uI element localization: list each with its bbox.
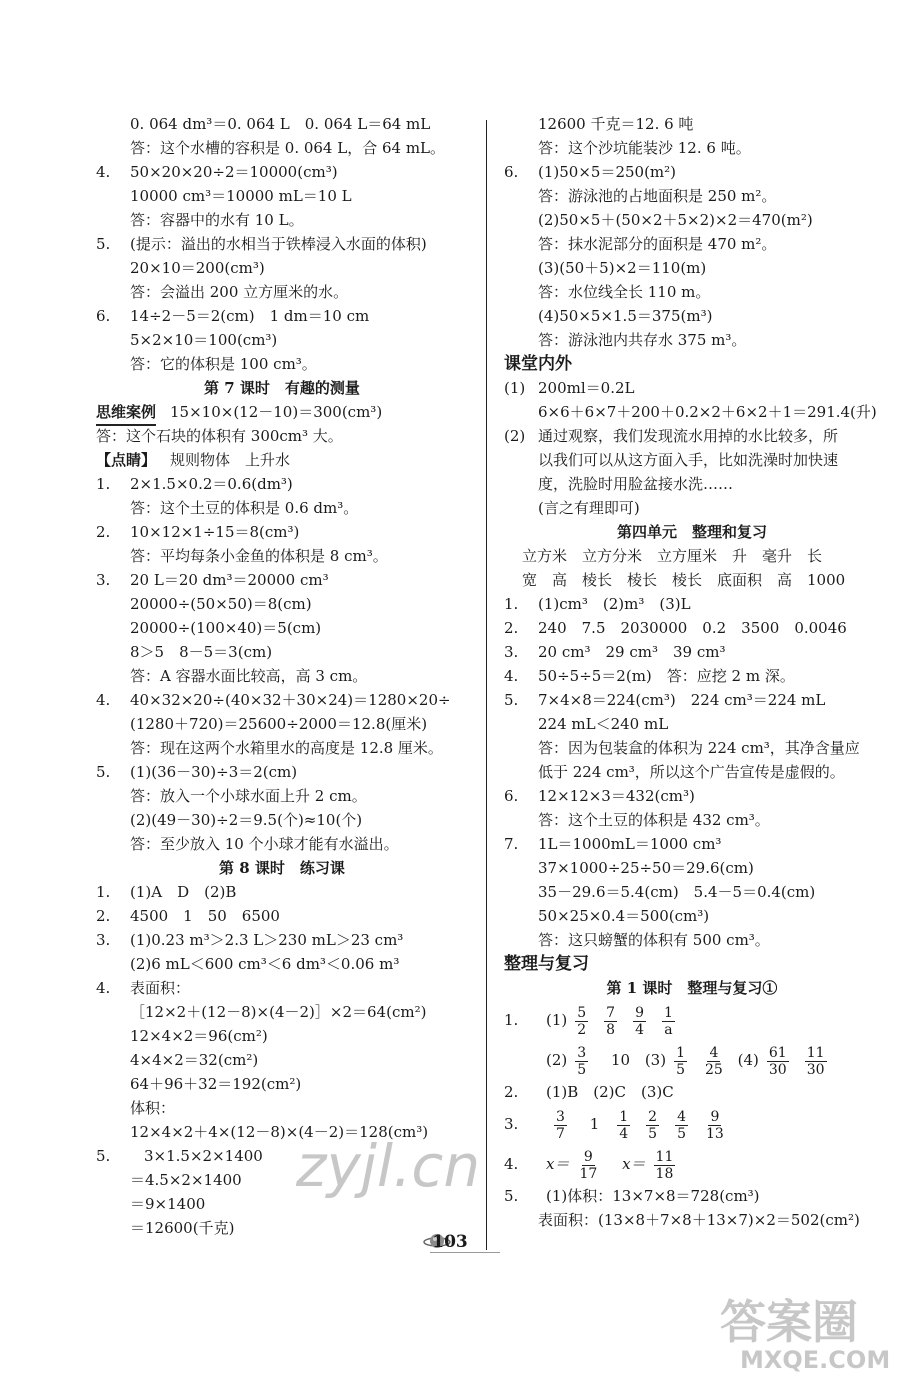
answer-text: 表面积：(13×8＋7×8＋13×7)×2＝502(cm²)	[538, 1211, 860, 1229]
text-line	[96, 424, 468, 448]
denominator: 30	[806, 1061, 825, 1078]
answer-text: 答：它的体积是 100 cm³。	[130, 355, 317, 373]
question-number: 5.	[96, 1147, 111, 1165]
numerator: 61	[768, 1044, 787, 1061]
column-divider	[486, 120, 487, 1250]
review-q1-row1	[504, 1000, 880, 1040]
answer-text: 20×10＝200(cm³)	[130, 259, 265, 277]
part-label: (3)	[644, 1051, 667, 1069]
answer-text: 7×4×8＝224(cm³) 224 cm³＝224 mL	[538, 691, 826, 709]
answer-text: 答：游泳池的占地面积是 250 m²。	[538, 187, 777, 205]
text-line	[96, 520, 468, 544]
answer-text: 答：容器中的水有 10 L。	[130, 211, 304, 229]
text-line	[96, 928, 468, 952]
numerator: 9	[583, 1148, 593, 1165]
answer-text: 4500 1 50 6500	[130, 907, 280, 925]
section-heading: 课堂内外	[504, 354, 572, 374]
numerator: 9	[635, 1004, 645, 1021]
text-line	[96, 1096, 468, 1120]
answer-text: 答：至少放入 10 个小球才能有水溢出。	[130, 835, 399, 853]
section-heading: 整理与复习	[504, 954, 589, 974]
text-line	[504, 232, 880, 256]
answer-text: 200ml＝0.2L	[538, 379, 635, 397]
text-line	[96, 1000, 468, 1024]
answer-text: 6×6＋6×7＋200＋0.2×2＋6×2＋1＝291.4(升)	[538, 403, 877, 421]
text-line	[96, 1024, 468, 1048]
answer-text: 20000÷(50×50)＝8(cm)	[130, 595, 312, 613]
text-line	[504, 664, 880, 688]
answer-text: 14÷2－5＝2(cm) 1 dm＝10 cm	[130, 307, 370, 325]
answer-text: (1)A D (2)B	[130, 883, 237, 901]
answer-text: ＝4.5×2×1400	[130, 1171, 242, 1189]
answer-text: (1)(36－30)÷3＝2(cm)	[130, 763, 298, 781]
watermark-center: zyjl.cn	[296, 1132, 481, 1200]
text-line	[504, 736, 880, 760]
answer-text: 答：放入一个小球水面上升 2 cm。	[130, 787, 367, 805]
numerator: 1	[664, 1004, 673, 1021]
text-line	[96, 616, 468, 640]
review-q3	[504, 1104, 880, 1144]
part-label: (2)	[546, 1051, 568, 1069]
answer-text: 1L＝1000mL＝1000 cm³	[538, 835, 722, 853]
answer-text: 3×1.5×2×1400	[144, 1147, 263, 1165]
text-line	[96, 976, 468, 1000]
answer-text: 4×4×2＝32(cm²)	[130, 1051, 259, 1069]
fraction	[575, 1005, 588, 1038]
answer-text: (2)50×5＋(50×2＋5×2)×2＝470(m²)	[538, 211, 813, 229]
answer-text: 12×4×2＝96(cm²)	[130, 1027, 268, 1045]
part-label: (1)	[546, 1011, 568, 1029]
text-line	[96, 904, 468, 928]
review-q5-line2	[504, 1208, 880, 1232]
numerator: 4	[709, 1044, 719, 1061]
question-number: 2.	[96, 523, 111, 541]
text-line	[504, 472, 880, 496]
answer-text: 12×12×3＝432(cm³)	[538, 787, 695, 805]
answer-text: 答：这个土豆的体积是 0.6 dm³。	[130, 499, 359, 517]
question-number: 4.	[96, 691, 111, 709]
denominator: a	[664, 1021, 673, 1038]
text-line	[504, 304, 880, 328]
text-line	[96, 208, 468, 232]
answer-text: 50÷5÷5＝2(m) 答：应挖 2 m 深。	[538, 667, 795, 685]
text-line	[96, 256, 468, 280]
denominator: 5	[577, 1061, 587, 1078]
tag-label: 思维案例	[96, 400, 156, 426]
answer-text: 40×32×20÷(40×32＋30×24)＝1280×20÷	[130, 691, 451, 709]
answer-text: 体积：	[130, 1099, 176, 1117]
answer-text: 通过观察，我们发现流水用掉的水比较多，所	[538, 427, 839, 445]
question-number: 6.	[504, 787, 519, 805]
review-q5-line1	[504, 1184, 880, 1208]
answer-text: (言之有理即可)	[538, 499, 640, 517]
answer-text: 10000 cm³＝10000 mL＝10 L	[130, 187, 352, 205]
text-line	[96, 664, 468, 688]
answer-text: (1)体积：13×7×8＝728(cm³)	[546, 1187, 760, 1205]
text-line	[504, 616, 880, 640]
question-number: 3.	[504, 1115, 519, 1133]
question-number: (1)	[504, 379, 526, 397]
denominator: 5	[648, 1125, 658, 1142]
fraction	[805, 1045, 827, 1078]
text-line	[96, 1072, 468, 1096]
fraction	[604, 1005, 617, 1038]
text-line	[96, 232, 468, 256]
answer-text: 37×1000÷25÷50＝29.6(cm)	[538, 859, 754, 877]
text-line	[504, 832, 880, 856]
question-number: 5.	[504, 1187, 519, 1205]
text-line	[96, 760, 468, 784]
answer-text: (1)cm³ (2)m³ (3)L	[538, 595, 691, 613]
denominator: 25	[705, 1061, 723, 1078]
answer-text: ［12×2＋(12－8)×(4－2)］×2＝64(cm²)	[130, 1003, 427, 1021]
answer-text: 以我们可以从这方面入手，比如洗澡时加快速	[538, 451, 839, 469]
answer-text: 规则物体 上升水	[170, 451, 291, 469]
left-column	[96, 112, 468, 1240]
fraction	[767, 1045, 789, 1078]
text-line	[504, 184, 880, 208]
fraction	[675, 1109, 688, 1142]
question-number: 2.	[504, 1083, 519, 1101]
question-number: 3.	[96, 931, 111, 949]
answer-text: 8＞5 8－5＝3(cm)	[130, 643, 273, 661]
answer-text: 低于 224 cm³，所以这个广告宣传是虚假的。	[538, 763, 845, 781]
question-number: 4.	[504, 1155, 519, 1173]
denominator: 4	[619, 1125, 629, 1142]
answer-text: 答：因为包装盒的体积为 224 cm³，其净含量应	[538, 739, 860, 757]
numerator: 1	[676, 1044, 685, 1061]
text-line	[96, 1048, 468, 1072]
answer-text: (1)0.23 m³＞2.3 L＞230 mL＞23 cm³	[130, 931, 404, 949]
text-line	[504, 640, 880, 664]
fraction	[554, 1109, 567, 1142]
text-line	[96, 544, 468, 568]
answer-text: 10×12×1÷15＝8(cm³)	[130, 523, 300, 541]
text-line	[96, 688, 468, 712]
answer-text: 20000÷(100×40)＝5(cm)	[130, 619, 322, 637]
denominator: 8	[606, 1021, 616, 1038]
answer-text: 0. 064 dm³＝0. 064 L 0. 064 L＝64 mL	[130, 115, 431, 133]
answer-text: 答：游泳池内共存水 375 m³。	[538, 331, 747, 349]
numerator: 5	[577, 1004, 587, 1021]
question-number: 3.	[504, 643, 519, 661]
text-line	[96, 880, 468, 904]
text-line	[504, 712, 880, 736]
answer-text: 答：平均每条小金鱼的体积是 8 cm³。	[130, 547, 388, 565]
text-line	[504, 688, 880, 712]
question-number: 6.	[96, 307, 111, 325]
text-line	[504, 136, 880, 160]
answer-text: 12×4×2＋4×(12－8)×(4－2)＝128(cm³)	[130, 1123, 429, 1141]
fraction	[646, 1109, 659, 1142]
text-line	[96, 328, 468, 352]
watermark-corner-url: MXQE.COM	[740, 1346, 891, 1374]
answer-text: 2×1.5×0.2＝0.6(dm³)	[130, 475, 293, 493]
answer-text: (1)50×5＝250(m²)	[538, 163, 677, 181]
denominator: 17	[579, 1165, 598, 1182]
answer-text: (3)(50＋5)×2＝110(m)	[538, 259, 707, 277]
denominator: 30	[768, 1061, 787, 1078]
text-line	[96, 592, 468, 616]
answer-value: 10	[610, 1051, 631, 1069]
answer-text: (提示：溢出的水相当于铁棒浸入水面的体积)	[130, 235, 427, 253]
fraction	[575, 1045, 588, 1078]
text-line	[96, 184, 468, 208]
question-number: 5.	[96, 235, 111, 253]
fraction	[703, 1045, 725, 1078]
answer-text: 12600 千克＝12. 6 吨	[538, 115, 694, 133]
fraction	[662, 1005, 675, 1038]
answer-text: 答：这个石块的体积有 300cm³ 大。	[96, 427, 343, 445]
text-line	[504, 280, 880, 304]
answer-text: 答：这个土豆的体积是 432 cm³。	[538, 811, 770, 829]
question-number: 3.	[96, 571, 111, 589]
review-q2	[504, 1080, 880, 1104]
answer-text: (2)6 mL＜600 cm³＜6 dm³＜0.06 m³	[130, 955, 400, 973]
text-line	[504, 376, 880, 400]
text-line	[504, 904, 880, 928]
question-number: 6.	[504, 163, 519, 181]
text-line	[504, 544, 880, 568]
text-line	[504, 448, 880, 472]
text-line	[504, 496, 880, 520]
text-line	[504, 112, 880, 136]
answer-text: 答：这个沙坑能装沙 12. 6 吨。	[538, 139, 751, 157]
answer-text: 宽 高 棱长 棱长 棱长 底面积 高 1000	[522, 571, 846, 589]
numerator: 9	[710, 1108, 720, 1125]
answer-value: 1	[589, 1115, 600, 1133]
text-line	[504, 208, 880, 232]
answer-text: 答：这只螃蟹的体积有 500 cm³。	[538, 931, 770, 949]
question-number: 5.	[96, 763, 111, 781]
text-line	[96, 136, 468, 160]
text-line	[96, 352, 468, 376]
question-number: 5.	[504, 691, 519, 709]
text-line	[96, 448, 468, 472]
fraction	[633, 1005, 646, 1038]
answer-text: (1)B (2)C (3)C	[546, 1083, 674, 1101]
question-number: 4.	[96, 979, 111, 997]
answer-text: 表面积：	[130, 979, 191, 997]
numerator: 11	[655, 1148, 674, 1165]
text-line	[96, 640, 468, 664]
equation-lhs: x＝	[622, 1155, 646, 1173]
answer-text: 答：这个水槽的容积是 0. 064 L，合 64 mL。	[130, 139, 446, 157]
text-line	[96, 736, 468, 760]
fraction	[654, 1149, 676, 1182]
text-line	[504, 760, 880, 784]
text-line	[96, 808, 468, 832]
text-line	[504, 328, 880, 352]
section-title: 第四单元 整理和复习	[616, 523, 767, 541]
answer-text: 64＋96＋32＝192(cm²)	[130, 1075, 302, 1093]
text-line	[96, 496, 468, 520]
answer-text: 答：A 容器水面比较高，高 3 cm。	[130, 667, 368, 685]
text-line	[96, 832, 468, 856]
numerator: 3	[556, 1108, 565, 1125]
answer-text: 50×25×0.4＝500(cm³)	[538, 907, 710, 925]
text-line	[96, 712, 468, 736]
denominator: 5	[676, 1061, 685, 1078]
answer-text: 5×2×10＝100(cm³)	[130, 331, 278, 349]
equation-lhs: x＝	[546, 1155, 570, 1173]
answer-text: 15×10×(12－10)＝300(cm³)	[170, 403, 383, 421]
numerator: 11	[806, 1044, 825, 1061]
numerator: 7	[606, 1004, 616, 1021]
question-number: 2.	[504, 619, 519, 637]
denominator: 2	[577, 1021, 587, 1038]
question-number: 7.	[504, 835, 519, 853]
review-section	[504, 1000, 880, 1232]
denominator: 13	[706, 1125, 724, 1142]
text-line	[504, 880, 880, 904]
answer-text: 240 7.5 2030000 0.2 3500 0.0046	[538, 619, 847, 637]
question-number: 4.	[504, 667, 519, 685]
text-line	[96, 568, 468, 592]
numerator: 1	[619, 1108, 629, 1125]
answer-text: 答：现在这两个水箱里水的高度是 12.8 厘米。	[130, 739, 443, 757]
denominator: 18	[655, 1165, 674, 1182]
question-number: 1.	[96, 883, 111, 901]
numerator: 2	[648, 1108, 658, 1125]
watermark-corner: 答案圈	[720, 1295, 858, 1349]
answer-text: 度，洗脸时用脸盆接水洗……	[538, 475, 734, 493]
question-number: 1.	[504, 595, 519, 613]
section-title: 第 7 课时 有趣的测量	[204, 379, 360, 397]
text-line	[504, 424, 880, 448]
denominator: 5	[677, 1125, 687, 1142]
answer-text: (4)50×5×1.5＝375(m³)	[538, 307, 713, 325]
denominator: 4	[635, 1021, 645, 1038]
question-number: 1.	[504, 1011, 519, 1029]
right-column	[504, 112, 880, 1232]
section-title: 第 1 课时 整理与复习①	[606, 979, 778, 997]
text-line	[96, 304, 468, 328]
tag-label: 【点睛】	[96, 451, 157, 469]
text-line	[96, 952, 468, 976]
page-number: 103	[432, 1232, 468, 1252]
text-line	[96, 400, 468, 424]
answer-text: 224 mL＜240 mL	[538, 715, 669, 733]
text-line	[504, 568, 880, 592]
text-line	[504, 928, 880, 952]
text-line	[504, 808, 880, 832]
footer-rule	[430, 1252, 500, 1253]
answer-text: 立方米 立方分米 立方厘米 升 毫升 长	[522, 547, 823, 565]
fraction	[704, 1109, 726, 1142]
text-line	[504, 400, 880, 424]
question-number: (2)	[504, 427, 526, 445]
text-line	[96, 112, 468, 136]
question-number: 1.	[96, 475, 111, 493]
text-line	[504, 784, 880, 808]
fraction	[674, 1045, 687, 1078]
answer-text: 答：会溢出 200 立方厘米的水。	[130, 283, 349, 301]
answer-text: 20 cm³ 29 cm³ 39 cm³	[538, 643, 726, 661]
text-line	[504, 856, 880, 880]
denominator: 7	[556, 1125, 565, 1142]
text-line	[504, 592, 880, 616]
question-number: 4.	[96, 163, 111, 181]
text-line	[504, 160, 880, 184]
review-q1-row2	[504, 1040, 880, 1080]
text-line	[96, 280, 468, 304]
answer-text: ＝9×1400	[130, 1195, 206, 1213]
numerator: 3	[577, 1044, 587, 1061]
review-q4	[504, 1144, 880, 1184]
part-label: (4)	[737, 1051, 759, 1069]
answer-text: (2)(49－30)÷2＝9.5(个)≈10(个)	[130, 811, 363, 829]
text-line	[96, 472, 468, 496]
text-line	[96, 784, 468, 808]
fraction	[577, 1149, 599, 1182]
answer-text: 20 L＝20 dm³＝20000 cm³	[130, 571, 329, 589]
answer-text: 答：抹水泥部分的面积是 470 m²。	[538, 235, 777, 253]
numerator: 4	[677, 1108, 687, 1125]
answer-text: 答：水位线全长 110 m。	[538, 283, 711, 301]
answer-text: (1280＋720)＝25600÷2000＝12.8(厘米)	[130, 715, 428, 733]
fraction	[617, 1109, 630, 1142]
answer-text: 35－29.6＝5.4(cm) 5.4－5＝0.4(cm)	[538, 883, 816, 901]
answer-text: 50×20×20÷2＝10000(cm³)	[130, 163, 338, 181]
text-line	[504, 256, 880, 280]
question-number: 2.	[96, 907, 111, 925]
answer-text: ＝12600(千克)	[130, 1219, 235, 1237]
section-title: 第 8 课时 练习课	[219, 859, 345, 877]
text-line	[96, 160, 468, 184]
